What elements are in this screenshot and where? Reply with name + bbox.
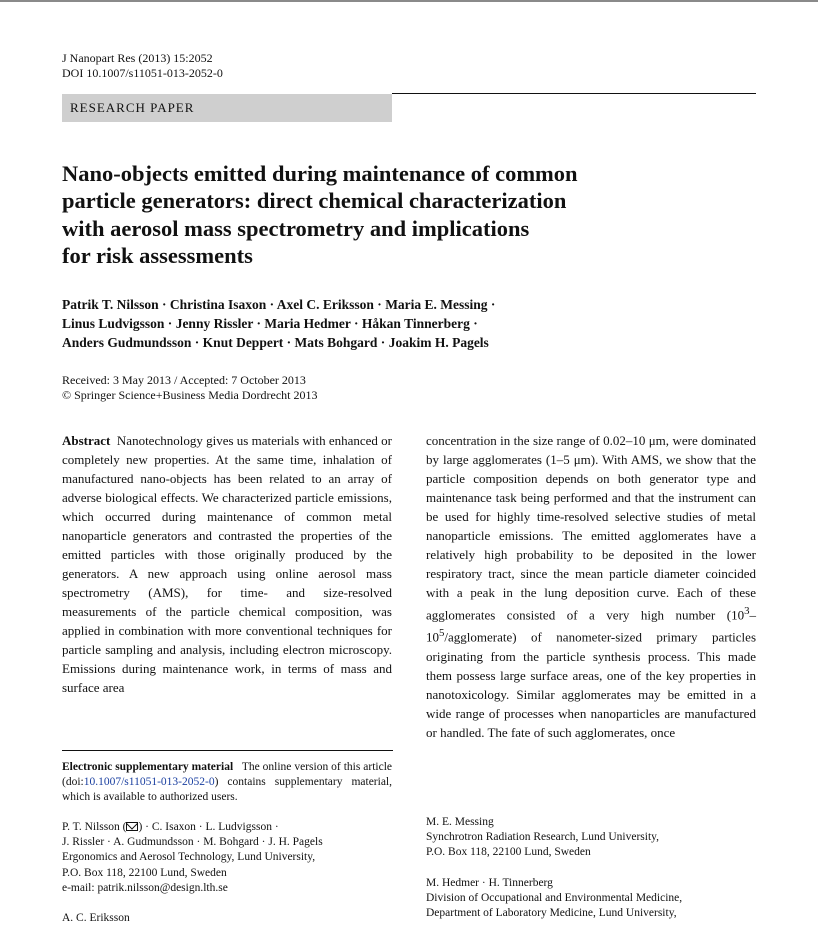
abstract-column-right xyxy=(426,431,756,742)
abstract-text-right-b: –10 xyxy=(426,607,756,645)
affiliation-nilsson xyxy=(62,820,392,896)
affiliation-line: M. Hedmer · H. Tinnerberg xyxy=(426,877,553,889)
abstract-text-left: Nanotechnology gives us materials with enhanced or completely new properties. At the same time, inhalation of manufactured nano-objects has been related to an array of adverse biological effects. We characterized particle emissions, which occurred during maintenance of common metal nanoparticle generators and contrasted the properties of the emitted particles with those originally produced by the generators. A new approach using online aerosol mass spectrometry (AMS), for time- and size-resolved measurements of the particle chemical composition, was applied in combination with more conventional techniques for particle sampling and analysis, including electron microscopy. Emissions during maintenance work, in terms of mass and surface area xyxy=(62,433,393,695)
affiliation-line: J. Rissler · A. Gudmundsson · M. Bohgard · J. H. Pagels xyxy=(62,836,323,849)
exponent-5: 5 xyxy=(439,627,445,640)
affiliation-names xyxy=(62,820,392,835)
paper-title xyxy=(62,160,662,269)
title-line: with aerosol mass spectrometry and implications xyxy=(62,215,530,241)
affiliation-line: Department of Laboratory Medicine, Lund University, xyxy=(426,907,677,920)
viewer-top-border xyxy=(0,0,818,2)
affiliation-eriksson xyxy=(62,911,392,926)
footnote-rule xyxy=(62,750,393,751)
affiliation-line: Division of Occupational and Environmental Medicine, xyxy=(426,892,683,905)
envelope-icon xyxy=(126,822,138,831)
affiliation-line: A. C. Eriksson xyxy=(62,912,130,924)
esm-heading: Electronic supplementary material xyxy=(62,761,234,773)
doi-line: DOI 10.1007/s11051-013-2052-0 xyxy=(62,66,223,80)
copyright-line: © Springer Science+Business Media Dordrecht 2013 xyxy=(62,388,318,402)
title-line: for risk assessments xyxy=(62,242,253,268)
esm-note xyxy=(62,760,392,805)
esm-text-a: The online version of this article (doi: xyxy=(62,761,393,788)
abstract-heading: Abstract xyxy=(62,433,111,448)
esm-text-b: ) contains supplementary material, which is available to authorized users. xyxy=(62,776,392,803)
author-line: Linus Ludvigsson · Jenny Rissler · Maria Hedmer · Håkan Tinnerberg · xyxy=(62,316,478,331)
received-dates: Received: 3 May 2013 / Accepted: 7 October 2013 xyxy=(62,373,306,387)
section-label: RESEARCH PAPER xyxy=(62,94,392,122)
journal-header xyxy=(62,51,223,81)
affiliation-name-b: ) · C. Isaxon · L. Ludvigsson · xyxy=(138,821,279,833)
title-line: particle generators: direct chemical characterization xyxy=(62,188,567,214)
affiliation-email[interactable]: e-mail: patrik.nilsson@design.lth.se xyxy=(62,881,228,894)
affiliation-messing xyxy=(426,815,756,861)
affiliation-line: Synchrotron Radiation Research, Lund University, xyxy=(426,831,660,844)
journal-citation: J Nanopart Res (2013) 15:2052 xyxy=(62,51,213,65)
abstract-column-left xyxy=(62,431,392,697)
author-list xyxy=(62,295,622,352)
title-line: Nano-objects emitted during maintenance of common xyxy=(62,161,578,186)
author-line: Anders Gudmundsson · Knut Deppert · Mats Bohgard · Joakim H. Pagels xyxy=(62,335,489,350)
author-line: Patrik T. Nilsson · Christina Isaxon · Axel C. Eriksson · Maria E. Messing · xyxy=(62,297,496,312)
affiliation-hedmer xyxy=(426,876,756,922)
affiliation-line: M. E. Messing xyxy=(426,816,494,828)
header-rule xyxy=(392,93,756,94)
abstract-text-right-c: /agglomerate) of nanometer-sized primary particles originating from the particle synthesis process. This made them possess large surface areas, one of the key properties in nanotoxicology. Similar agglomerates may be emitted in a wide range of processes when nanoparticles are manufactured or handled. The fate of such agglomerates, once xyxy=(426,629,756,740)
affiliation-line: Ergonomics and Aerosol Technology, Lund University, xyxy=(62,851,316,864)
affiliation-name-a: P. T. Nilsson ( xyxy=(62,821,127,833)
exponent-3: 3 xyxy=(744,605,750,617)
esm-doi-link[interactable]: 10.1007/s11051-013-2052-0 xyxy=(83,776,215,788)
abstract-text-right-a: concentration in the size range of 0.02–10 μm, were dominated by large agglomerates (1–5 μm). With AMS, we show that the particle composition depends on both generator type and maintenance task being performed and that the instrument can be used for highly time-resolved selective studies of metal nanoparticle emissions. The emitted agglomerates have a relatively high probability to be deposited in the lower respiratory tract, since the mean particle diameter coincided with a peak in the lung deposition curve. Each of these agglomerates consisted of a very high number (10 xyxy=(426,433,756,623)
affiliation-line: P.O. Box 118, 22100 Lund, Sweden xyxy=(62,866,227,879)
affiliation-line: P.O. Box 118, 22100 Lund, Sweden xyxy=(426,846,591,859)
received-info xyxy=(62,373,318,403)
